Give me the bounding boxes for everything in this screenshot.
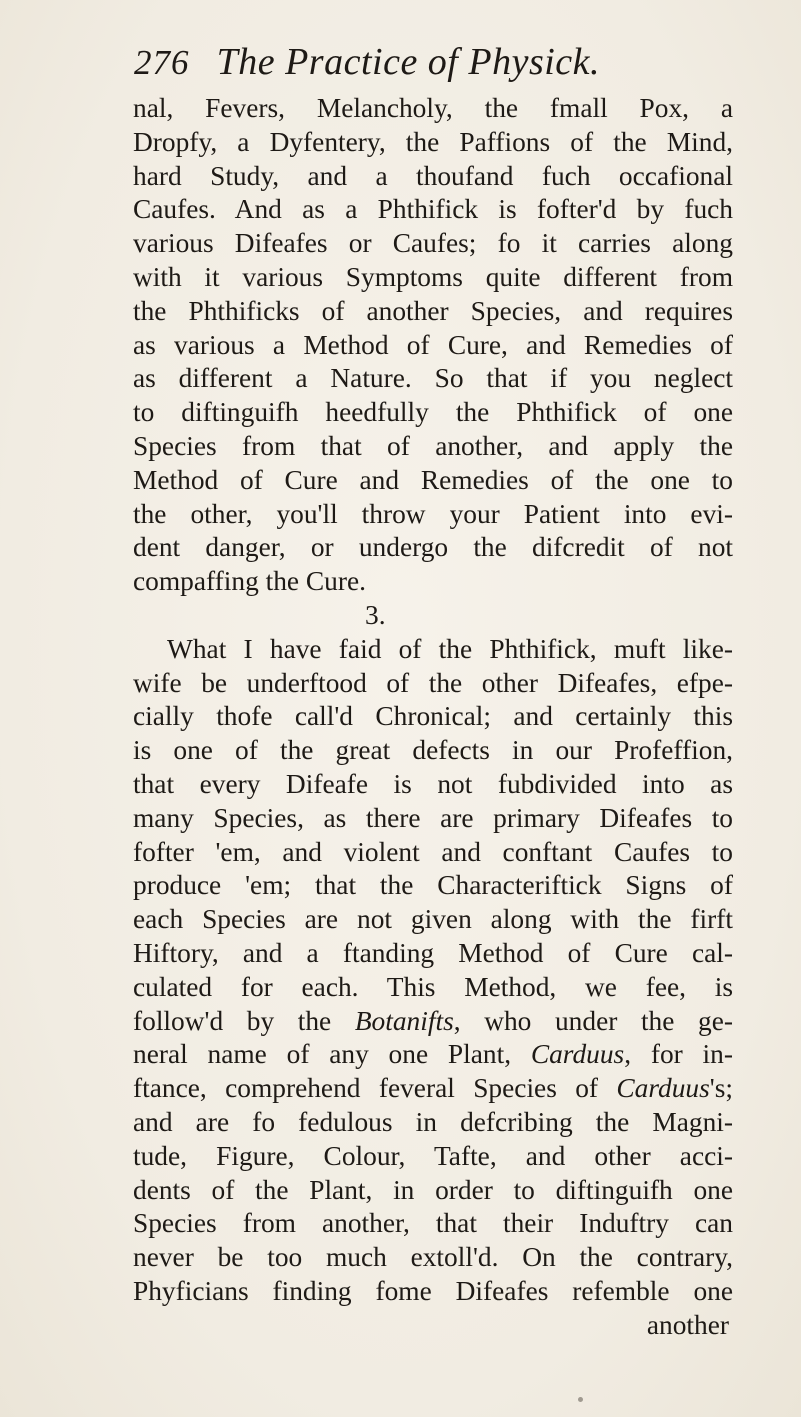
text-line: with it various Symptoms quite different from <box>133 261 733 292</box>
section-number: 3. <box>365 599 386 630</box>
text-line: What I have faid of the Phthifick, muft like- <box>167 633 733 664</box>
italic-term: Carduus <box>616 1073 710 1104</box>
text-line: culated for each. This Method, we fee, is <box>133 971 733 1002</box>
text-line: Species from another, that their Induftry can <box>133 1208 733 1239</box>
text-line: to diftinguifh heedfully the Phthifick of one <box>133 397 733 428</box>
text-segment: 's; <box>709 1073 733 1104</box>
text-segment: , who under the ge- <box>453 1005 733 1036</box>
text-line: dents of the Plant, in order to diftinguifh one <box>133 1174 733 1205</box>
text-segment: ftance, comprehend feveral Species of <box>133 1073 599 1104</box>
text-line: tude, Figure, Colour, Tafte, and other acci- <box>133 1140 733 1171</box>
text-segment: neral name of any one Plant, <box>133 1039 512 1070</box>
text-line: and are fo fedulous in defcribing the Magni- <box>133 1106 733 1137</box>
text-line: each Species are not given along with the firft <box>133 904 733 935</box>
text-line <box>133 1005 733 1039</box>
text-line: cially thofe call'd Chronical; and certainly this <box>133 701 733 732</box>
italic-term: Botanifts <box>354 1005 454 1036</box>
body-text <box>133 92 733 1342</box>
text-line: the Phthificks of another Species, and requires <box>133 295 733 326</box>
text-line: various Difeafes or Caufes; fo it carries along <box>133 228 733 259</box>
text-line: as various a Method of Cure, and Remedies of <box>133 329 733 360</box>
text-line: hard Study, and a thoufand fuch occafional <box>133 160 733 191</box>
text-line: fofter 'em, and violent and conftant Caufes to <box>133 836 733 867</box>
text-line <box>133 1038 733 1072</box>
text-line: many Species, as there are primary Difeafes to <box>133 802 733 833</box>
text-segment: follow'd by the <box>133 1005 332 1036</box>
text-line: Hiftory, and a ftanding Method of Cure cal- <box>133 937 733 968</box>
text-line: Method of Cure and Remedies of the one to <box>133 464 733 495</box>
text-line: as different a Nature. So that if you neglect <box>133 363 733 394</box>
text-line: wife be underftood of the other Difeafes, efpe- <box>133 667 733 698</box>
text-line: the other, you'll throw your Patient into evi- <box>133 498 733 529</box>
text-line: compaffing the Cure. <box>133 566 367 597</box>
text-line: produce 'em; that the Characteriftick Signs of <box>133 870 733 901</box>
text-line <box>133 1072 733 1106</box>
text-segment: , for in- <box>624 1039 733 1070</box>
ink-speck <box>578 1397 583 1402</box>
italic-term: Carduus <box>530 1039 625 1070</box>
text-line: Phyficians finding fome Difeafes refemble one <box>133 1275 733 1306</box>
text-line: Caufes. And as a Phthifick is fofter'd by fuch <box>133 194 733 225</box>
text-line: never be too much extoll'd. On the contrary, <box>133 1242 733 1273</box>
text-line: Species from that of another, and apply the <box>133 430 733 461</box>
catchword: another <box>646 1309 729 1340</box>
running-title: The Practice of Physick. <box>216 41 601 83</box>
page-number: 276 <box>134 43 190 82</box>
page-header <box>134 40 734 100</box>
text-line: dent danger, or undergo the difcredit of not <box>133 532 733 563</box>
text-line: Dropfy, a Dyfentery, the Paffions of the Mind, <box>133 126 733 157</box>
text-line: nal, Fevers, Melancholy, the fmall Pox, a <box>133 93 733 123</box>
text-line: that every Difeafe is not fubdivided into as <box>133 768 733 799</box>
text-line: is one of the great defects in our Profeffion, <box>133 735 733 766</box>
